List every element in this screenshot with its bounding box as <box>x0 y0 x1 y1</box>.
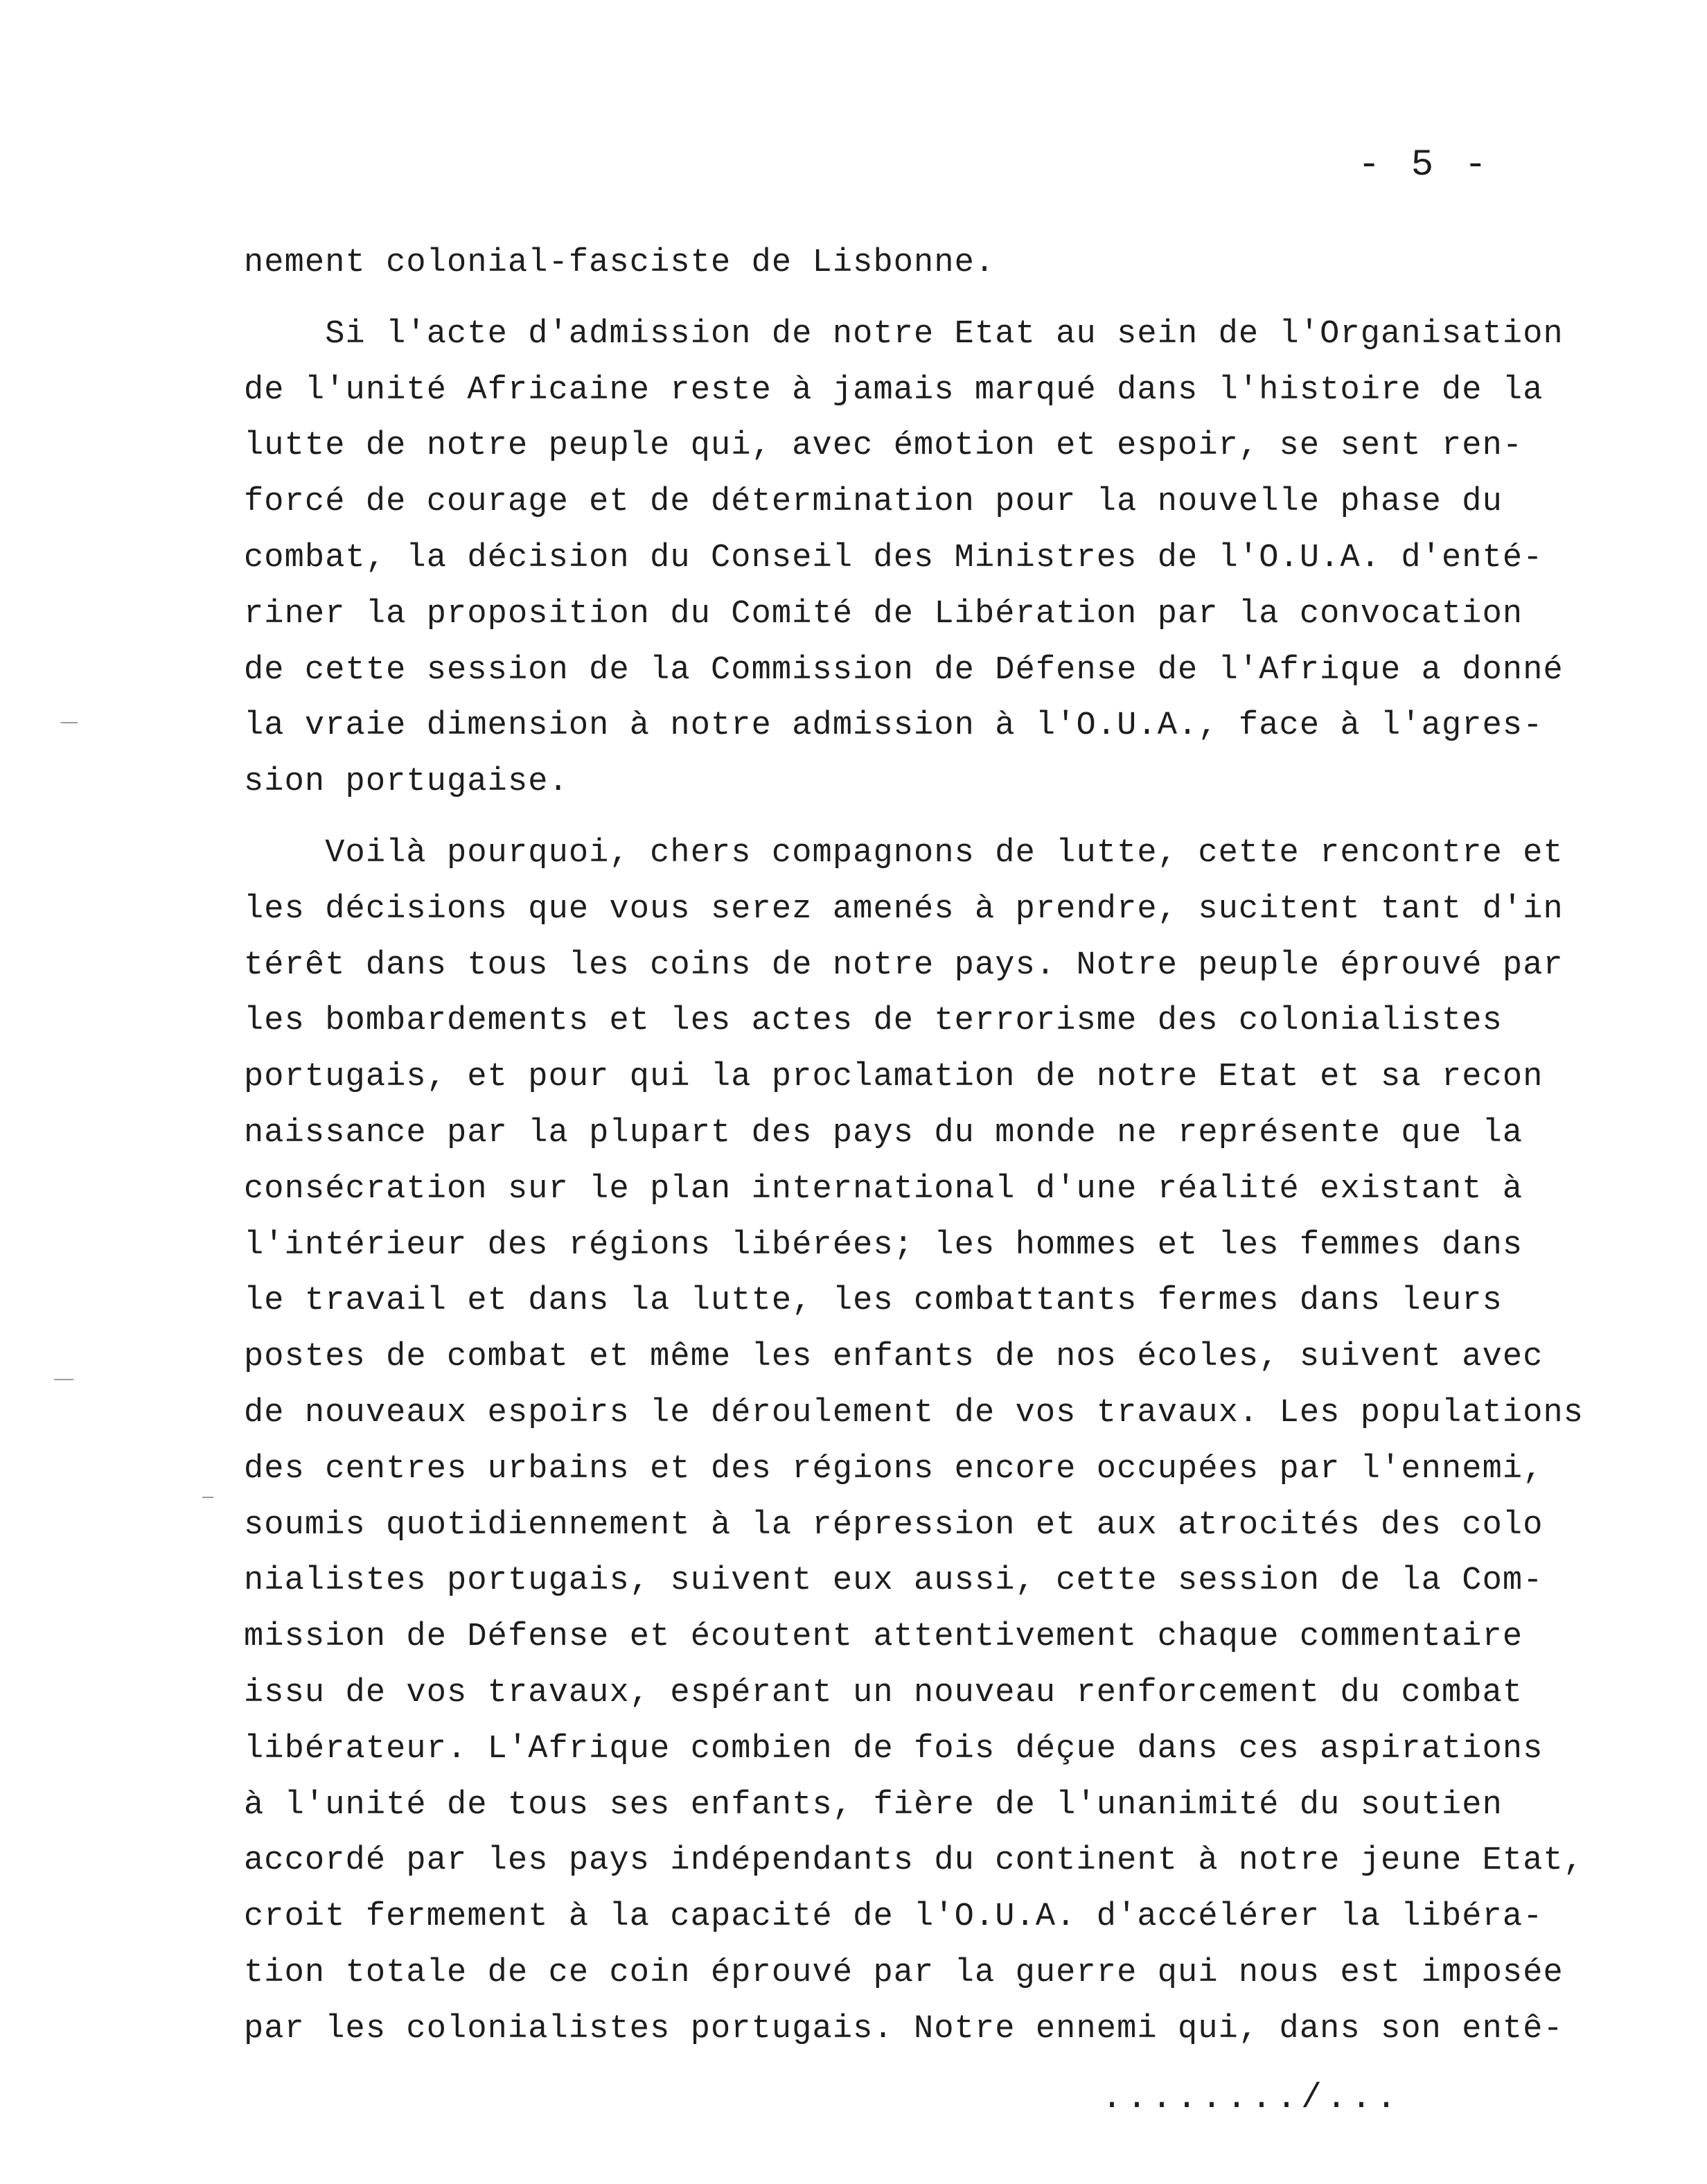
text-line: les décisions que vous serez amenés à prendre, sucitent tant d'in <box>244 890 1564 928</box>
paragraph <box>244 307 1602 811</box>
text-line: naissance par la plupart des pays du monde ne représente que la <box>244 1114 1523 1152</box>
text-line: accordé par les pays indépendants du continent à notre jeune Etat, <box>244 1842 1584 1880</box>
scan-speck <box>54 1379 73 1380</box>
text-line: riner la proposition du Comité de Libération par la convocation <box>244 595 1523 633</box>
paragraph <box>244 826 1602 2058</box>
text-line: Voilà pourquoi, chers compagnons de lutte, cette rencontre et <box>244 834 1564 872</box>
text-line: à l'unité de tous ses enfants, fière de l'unanimité du soutien <box>244 1786 1503 1824</box>
text-line: soumis quotidiennement à la répression et aux atrocités des colo <box>244 1506 1544 1544</box>
text-line: de cette session de la Commission de Défense de l'Afrique a donné <box>244 651 1564 689</box>
text-line: consécration sur le plan international d'une réalité existant à <box>244 1170 1523 1208</box>
text-line: nement colonial-fasciste de Lisbonne. <box>244 245 996 281</box>
text-line: croit fermement à la capacité de l'O.U.A. d'accélérer la libéra- <box>244 1899 1544 1936</box>
text-line: tion totale de ce coin éprouvé par la guerre qui nous est imposée <box>244 1954 1564 1991</box>
text-line: par les colonialistes portugais. Notre ennemi qui, dans son entê- <box>244 2010 1564 2048</box>
text-line: mission de Défense et écoutent attentivement chaque commentaire <box>244 1619 1523 1656</box>
scan-speck <box>61 722 78 723</box>
scan-speck <box>202 1497 213 1498</box>
text-line: postes de combat et même les enfants de nos écoles, suivent avec <box>244 1339 1544 1376</box>
page-number: - 5 - <box>1358 144 1492 186</box>
text-line: de nouveaux espoirs le déroulement de vos travaux. Les populations <box>244 1394 1584 1432</box>
text-line: combat, la décision du Conseil des Ministres de l'O.U.A. d'enté- <box>244 539 1544 576</box>
text-line: issu de vos travaux, espérant un nouveau renforcement du combat <box>244 1674 1523 1711</box>
text-line: forcé de courage et de détermination pour la nouvelle phase du <box>244 484 1503 521</box>
text-line: nialistes portugais, suivent eux aussi, cette session de la Com- <box>244 1562 1544 1600</box>
text-line: térêt dans tous les coins de notre pays. Notre peuple éprouvé par <box>244 946 1564 984</box>
paragraph <box>244 236 1602 292</box>
text-line: le travail et dans la lutte, les combattants fermes dans leurs <box>244 1283 1503 1320</box>
text-line: l'intérieur des régions libérées; les hommes et les femmes dans <box>244 1226 1523 1264</box>
text-line: sion portugaise. <box>244 764 569 801</box>
text-line: de l'unité Africaine reste à jamais marqué dans l'histoire de la <box>244 371 1544 409</box>
continuation-mark: ......../... <box>1102 2079 1401 2118</box>
text-line: les bombardements et les actes de terrorisme des colonialistes <box>244 1003 1503 1040</box>
text-line: lutte de notre peuple qui, avec émotion et espoir, se sent ren- <box>244 428 1523 465</box>
text-line: Si l'acte d'admission de notre Etat au sein de l'Organisation <box>244 315 1564 353</box>
text-line: libérateur. L'Afrique combien de fois déçue dans ces aspirations <box>244 1730 1544 1768</box>
text-line: portugais, et pour qui la proclamation de notre Etat et sa recon <box>244 1059 1544 1096</box>
body-text <box>244 236 1602 2058</box>
text-line: la vraie dimension à notre admission à l'O.U.A., face à l'agres- <box>244 707 1544 745</box>
text-line: des centres urbains et des régions encore occupées par l'ennemi, <box>244 1450 1544 1488</box>
